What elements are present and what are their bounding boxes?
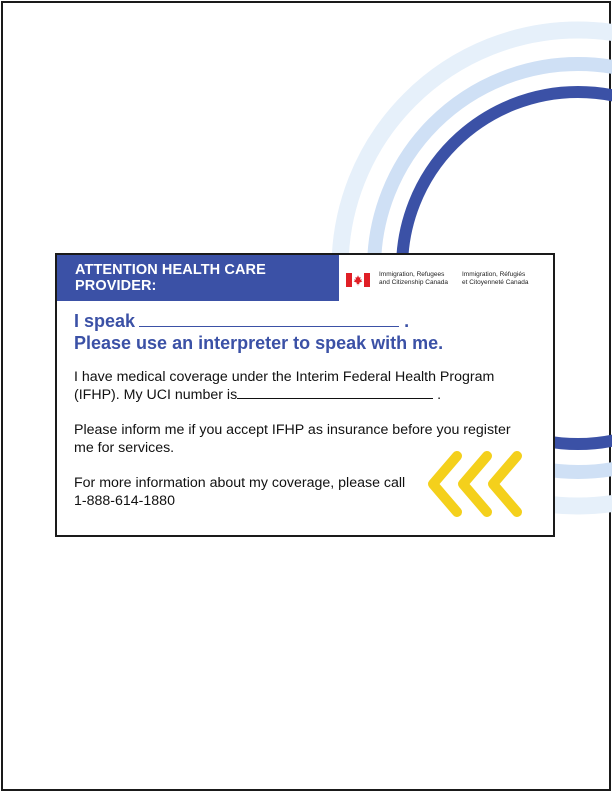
info-paragraph: For more information about my coverage, please call 1-888-614-1880: [74, 475, 406, 509]
coverage-suffix: .: [437, 387, 442, 403]
department-name-english: Immigration, Refugees and Citizenship Canada: [379, 271, 449, 286]
coverage-paragraph: [74, 368, 514, 404]
canada-flag-icon: [346, 273, 370, 287]
government-signature: [346, 271, 542, 287]
department-name-french: Immigration, Réfugiés et Citoyenneté Canada: [462, 271, 529, 286]
coverage-text: I have medical coverage under the Interim Federal Health Program (IFHP). My UCI number is: [74, 369, 495, 403]
speak-suffix: .: [404, 311, 410, 331]
inform-paragraph: Please inform me if you accept IFHP as insurance before you register me for services.: [74, 422, 511, 456]
language-statement: [74, 311, 409, 332]
language-blank: [139, 311, 399, 327]
attention-label: ATTENTION HEALTH CARE PROVIDER:: [75, 262, 266, 294]
ifhp-card: [55, 253, 555, 537]
chevron-arrows-icon: [425, 450, 529, 518]
interpreter-request: Please use an interpreter to speak with me.: [74, 333, 444, 353]
uci-number-blank: [237, 386, 433, 399]
speak-prefix: I speak: [74, 311, 136, 331]
attention-banner: [57, 255, 339, 301]
